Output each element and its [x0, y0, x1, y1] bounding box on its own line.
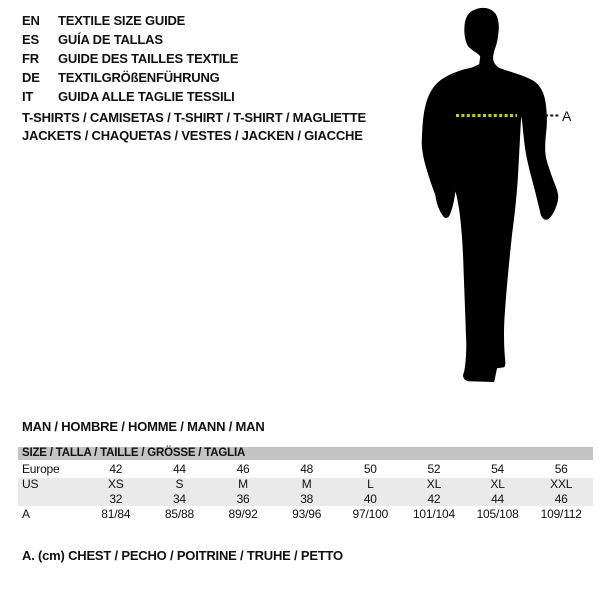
table-cell: XXL [550, 477, 573, 491]
table-cell: 42 [427, 491, 441, 506]
language-row-es [22, 30, 238, 49]
man-silhouette-figure [390, 0, 600, 400]
table-cell: 89/92 [228, 506, 258, 521]
table-cell: 105/108 [476, 506, 519, 521]
table-row-us [18, 478, 593, 492]
table-cell: M [301, 477, 312, 491]
language-title: GUIDA ALLE TAGLIE TESSILI [58, 89, 235, 104]
row-label: Europe [22, 462, 60, 476]
table-cell: 44 [491, 491, 505, 506]
table-cell: 85/88 [164, 506, 194, 521]
table-cell: 34 [172, 491, 186, 506]
row-label: US [22, 477, 39, 491]
table-cell: 97/100 [352, 506, 389, 521]
man-silhouette [422, 8, 558, 382]
table-cell: 109/112 [540, 506, 582, 521]
language-list [22, 11, 238, 106]
table-cell: XL [490, 477, 505, 491]
language-code: ES [22, 32, 39, 47]
table-cell: XS [108, 477, 124, 491]
language-title: TEXTILGRÖßENFÜHRUNG [58, 70, 220, 85]
table-cell: 46 [236, 462, 250, 476]
language-row-de [22, 68, 238, 87]
measure-label: A [562, 108, 572, 124]
table-cell: L [367, 477, 374, 491]
language-code: DE [22, 70, 40, 85]
section-title-man: MAN / HOMBRE / HOMME / MANN / MAN [22, 419, 265, 434]
table-cell: S [175, 477, 184, 491]
product-categories [22, 109, 366, 145]
table-cell: 32 [109, 491, 123, 506]
measurement-footnote: A. (cm) CHEST / PECHO / POITRINE / TRUHE / PETTO [22, 548, 343, 563]
table-cell: 36 [236, 491, 250, 506]
product-line-jackets: JACKETS / CHAQUETAS / VESTES / JACKEN / GIACCHE [22, 128, 363, 143]
size-table [18, 447, 593, 523]
table-cell: 50 [363, 462, 377, 476]
table-cell: 52 [427, 462, 441, 476]
table-cell: 46 [554, 491, 568, 506]
table-cell: 44 [172, 462, 186, 476]
language-title: TEXTILE SIZE GUIDE [58, 13, 186, 28]
table-row-us-numeric [18, 492, 593, 506]
language-code: FR [22, 51, 39, 66]
table-cell: 56 [554, 462, 568, 476]
table-cell: 54 [491, 462, 505, 476]
row-label [18, 492, 84, 506]
table-cell: 42 [109, 462, 123, 476]
table-row-chest [18, 506, 593, 523]
language-title: GUÍA DE TALLAS [58, 32, 163, 47]
table-cell: 101/104 [412, 506, 455, 521]
language-row-fr [22, 49, 238, 68]
language-row-en [22, 11, 238, 30]
table-cell: 48 [300, 462, 314, 476]
product-line-tshirts: T-SHIRTS / CAMISETAS / T-SHIRT / T-SHIRT / MAGLIETTE [22, 110, 366, 125]
size-table-header: SIZE / TALLA / TAILLE / GRÖSSE / TAGLIA [18, 447, 593, 460]
table-cell: 81/84 [101, 506, 131, 521]
table-cell: M [238, 477, 248, 491]
language-code: IT [22, 89, 34, 104]
language-row-it [22, 87, 238, 106]
table-row-europe [18, 460, 593, 478]
language-code: EN [22, 13, 40, 28]
table-cell: 40 [363, 491, 377, 506]
table-cell: 38 [300, 491, 314, 506]
table-cell: XL [426, 477, 442, 491]
language-title: GUIDE DES TAILLES TEXTILE [58, 51, 239, 66]
row-label: A [22, 506, 30, 521]
table-cell: 93/96 [292, 506, 322, 521]
